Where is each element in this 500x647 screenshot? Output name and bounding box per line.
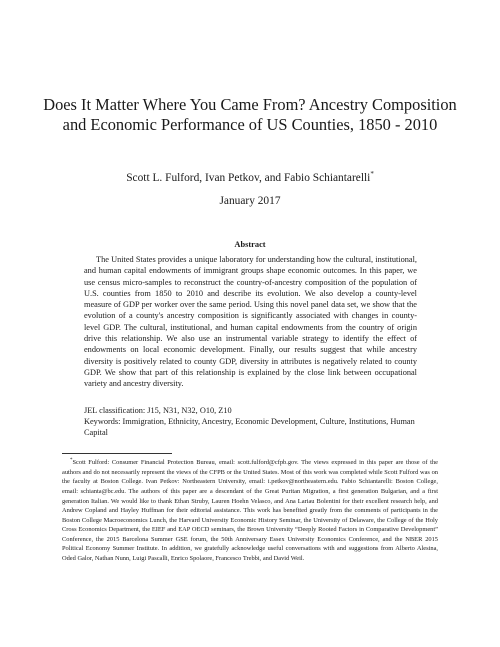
footnote	[62, 456, 438, 564]
footnote-text: Scott Fulford: Consumer Financial Protection Bureau, email: scott.fulford@cfpb.gov. The views expressed in this paper are those of the authors and do not necessarily represent the views of the CFPB or the United States. Most of this work was completed while Scott Fulford was on the faculty at Boston College. Ivan Petkov: Northeastern University, email: i.petkov@northeastern.edu. Fabio Schiantarelli: Boston College, email: schianta@bc.edu. The authors of this paper are a descendant of the Great Puritan Migration, a first generation Bulgarian, and a first generation Italian. We would like to thank Ethan Struby, Lauren Hoehn Velasco, and Ana Lariau Bolentini for their excellent research help, and Andrew Copland and Hayley Huffman for their editorial assistance. This work has benefited greatly from the comments of participants in the Boston College Macroeconomics Lunch, the Harvard University Economic History Seminar, the University of Delaware, the College of the Holy Cross Economics Department, the EIEF and EAP OECD seminars, the Brown University “Deeply Rooted Factors in Comparative Development” Conference, the 2015 Barcelona Summer GSE forum, the 50th Anniversary Essex University Economics Conference, and the NBER 2015 Political Economy Summer Institute. In addition, we gratefully acknowledge useful conversations with and suggestions from Alberto Alesina, Oded Galor, Nathan Nunn, Luigi Pascalli, Enrico Spolaore, Francesco Trebbi, and David Weil.	[62, 459, 438, 563]
author-line	[40, 167, 460, 185]
abstract-text: The United States provides a unique laboratory for understanding how the cultural, institutional, and human capital endowments of immigrant groups shape economic outcomes. In this paper, we use census micro-samples to reconstruct the country-of-ancestry composition of the population of U.S. counties from 1850 to 2010 and describe its evolution. We also develop a county-level measure of GDP per worker over the same period. Using this novel panel data set, we show that the evolution of a county's ancestry composition is significantly associated with changes in county-level GDP. The cultural, institutional, and human capital endowments from the country of origin drive this relationship. We also use an instrumental variable strategy to identify the effect of endowments on local economic development. Finally, our results suggest that while ancestry diversity is positively related to county GDP, diversity in attributes is negatively related to county GDP. We show that part of this relationship is explained by the close link between occupational variety and ancestry diversity.	[84, 255, 417, 389]
keywords: Keywords: Immigration, Ethnicity, Ancestry, Economic Development, Culture, Institutions, Human Capital	[84, 417, 415, 438]
footnote-divider	[62, 453, 172, 454]
paper-title: Does It Matter Where You Came From? Ancestry Composition and Economic Performance of US Counties, 1850 - 2010	[43, 95, 457, 134]
author-footnote-mark: *	[370, 170, 374, 178]
publication-date: January 2017	[219, 195, 281, 207]
abstract-heading: Abstract	[234, 240, 266, 249]
footnote-mark: *	[70, 458, 73, 463]
authors: Scott L. Fulford, Ivan Petkov, and Fabio Schiantarelli	[126, 171, 371, 184]
jel-classification: JEL classification: J15, N31, N32, O10, Z10	[84, 406, 232, 415]
